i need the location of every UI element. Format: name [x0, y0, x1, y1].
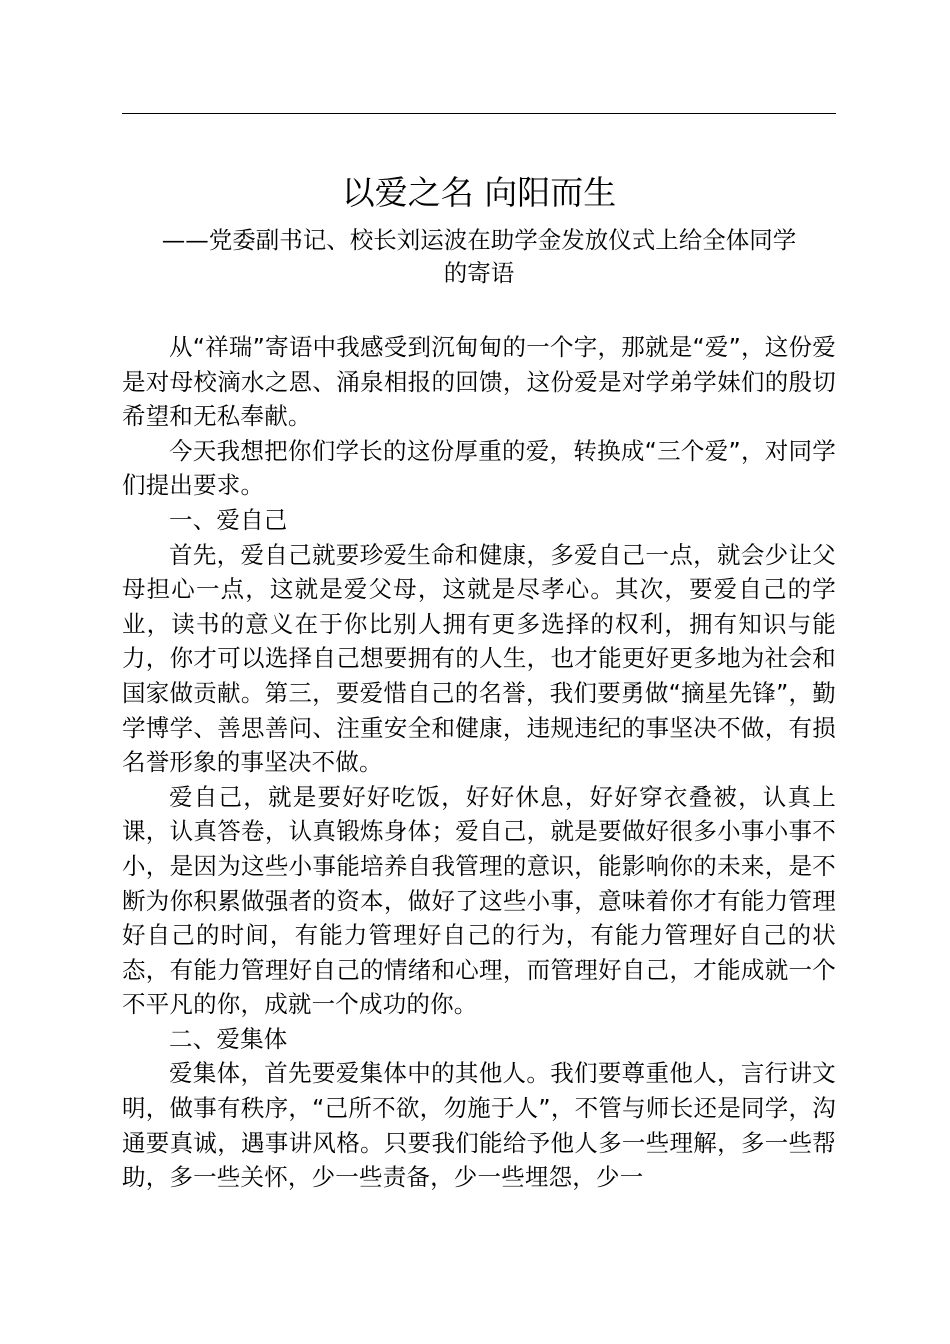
paragraph: 爱集体，首先要爱集体中的其他人。我们要尊重他人，言行讲文明，做事有秩序，“己所不欲，勿施于人”，不管与师长还是同学，沟通要真诚，遇事讲风格。只要我们能给予他人多一些理解，多一些帮助，多一些关怀，少一些责备，少一些埋怨，少一	[122, 1059, 836, 1192]
paragraph: 从“祥瑞”寄语中我感受到沉甸甸的一个字，那就是“爱”，这份爱是对母校滴水之恩、涌泉相报的回馈，这份爱是对学弟学妹们的殷切希望和无私奉献。	[122, 333, 836, 431]
section-heading: 二、爱集体	[169, 1024, 288, 1053]
subtitle-line-2: 的寄语	[443, 259, 515, 287]
header-rule	[122, 113, 836, 114]
document-content	[122, 170, 836, 1195]
document-title: 以爱之名 向阳而生	[341, 173, 617, 212]
section-heading: 一、爱自己	[169, 505, 288, 534]
subtitle-line-1: ——党委副书记、校长刘运波在助学金发放仪式上给全体同学	[161, 226, 797, 254]
document-body	[122, 330, 836, 1195]
document-subtitle	[122, 224, 836, 290]
paragraph: 首先，爱自己就要珍爱生命和健康，多爱自己一点，就会少让父母担心一点，这就是爱父母，这就是尽孝心。其次，要爱自己的学业，读书的意义在于你比别人拥有更多选择的权利，拥有知识与能力，你才可以选择自己想要拥有的人生，也才能更好更多地为社会和国家做贡献。第三，要爱惜自己的名誉，我们要勇做“摘星先锋”，勤学博学、善思善问、注重安全和健康，违规违纪的事坚决不做，有损名誉形象的事坚决不做。	[122, 540, 836, 777]
paragraph: 今天我想把你们学长的这份厚重的爱，转换成“三个爱”，对同学们提出要求。	[122, 436, 836, 500]
paragraph: 爱自己，就是要好好吃饭，好好休息，好好穿衣叠被，认真上课，认真答卷，认真锻炼身体；爱自己，就是要做好很多小事小事不小，是因为这些小事能培养自我管理的意识，能影响你的未来，是不断为你积累做强者的资本，做好了这些小事，意味着你才有能力管理好自己的时间，有能力管理好自己的行为，有能力管理好自己的状态，有能力管理好自己的情绪和心理，而管理好自己，才能成就一个不平凡的你，成就一个成功的你。	[122, 782, 836, 1019]
